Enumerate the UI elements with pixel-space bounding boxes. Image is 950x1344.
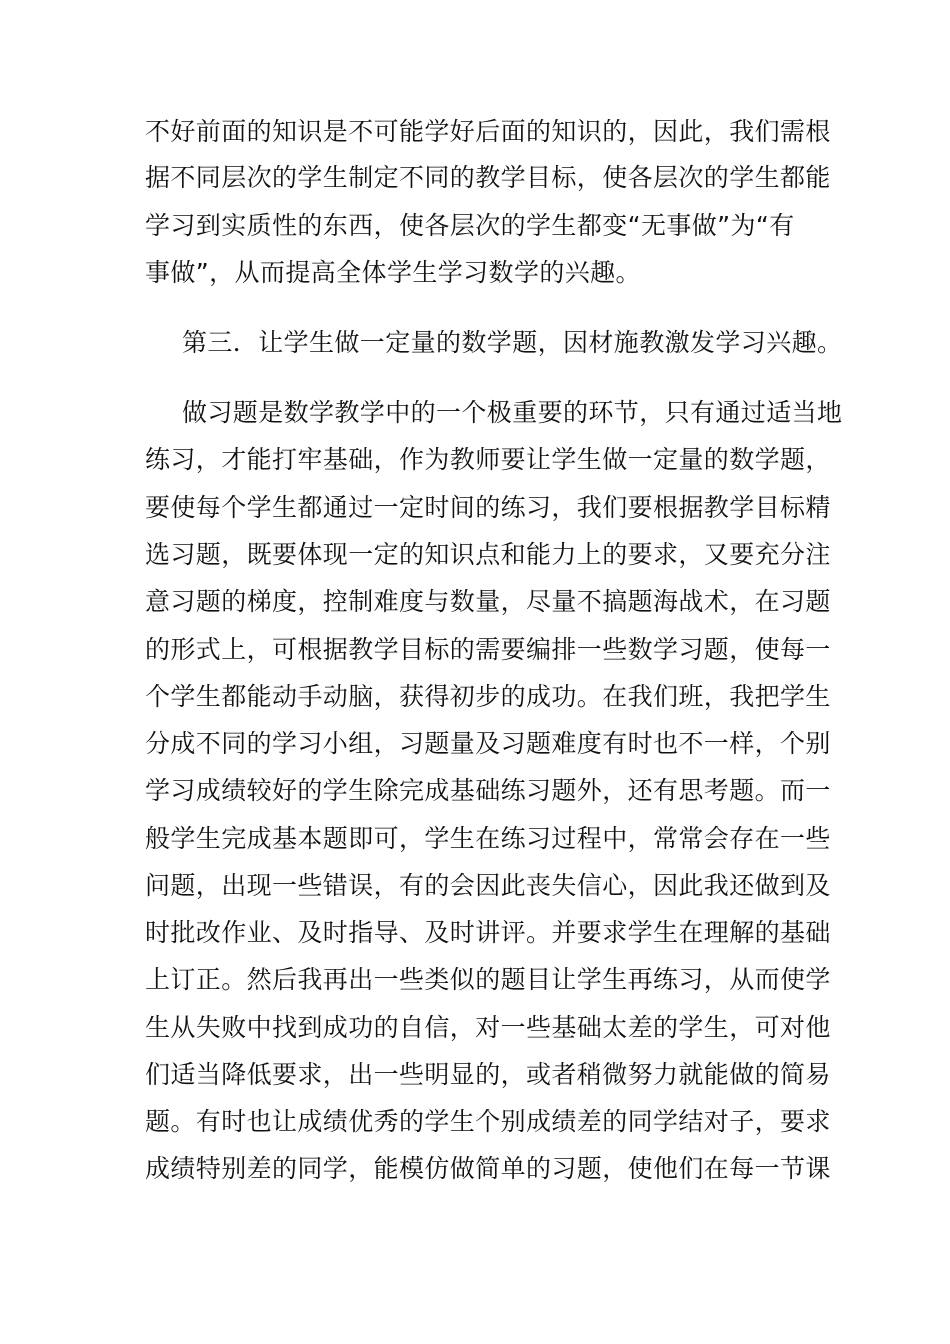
paragraph-1-line-3: 学习到实质性的东西，使各层次的学生都变“无事做”为“有 (145, 211, 795, 240)
paragraph-2-line-15: 们适当降低要求，出一些明显的，或者稍微努力就能做的简易 (145, 1060, 831, 1089)
paragraph-2-line-7: 个学生都能动手动脑，获得初步的成功。在我们班，我把学生 (145, 682, 831, 711)
paragraph-2-line-3: 要使每个学生都通过一定时间的练习，我们要根据教学目标精 (145, 493, 831, 522)
paragraph-2-line-17: 成绩特别差的同学，能模仿做简单的习题，使他们在每一节课 (145, 1154, 831, 1183)
paragraph-1-line-2: 据不同层次的学生制定不同的教学目标，使各层次的学生都能 (145, 163, 831, 192)
paragraph-2-line-13: 上订正。然后我再出一些类似的题目让学生再练习，从而使学 (145, 965, 831, 994)
section-heading: 第三．让学生做一定量的数学题，因材施教激发学习兴趣。 (182, 328, 843, 357)
paragraph-2-line-5: 意习题的梯度，控制难度与数量，尽量不搞题海战术，在习题 (145, 587, 831, 616)
paragraph-2-line-2: 练习，才能打牢基础，作为教师要让学生做一定量的数学题， (145, 445, 831, 474)
paragraph-2-line-12: 时批改作业、及时指导、及时讲评。并要求学生在理解的基础 (145, 918, 831, 947)
paragraph-1-line-1: 不好前面的知识是不可能学好后面的知识的，因此，我们需根 (145, 117, 831, 146)
paragraph-2-line-9: 学习成绩较好的学生除完成基础练习题外，还有思考题。而一 (145, 776, 831, 805)
paragraph-1-line-4: 事做”，从而提高全体学生学习数学的兴趣。 (145, 258, 641, 287)
paragraph-2-line-10: 般学生完成基本题即可，学生在练习过程中，常常会存在一些 (145, 824, 831, 853)
paragraph-2-line-14: 生从失败中找到成功的自信，对一些基础太差的学生，可对他 (145, 1013, 831, 1042)
paragraph-2-line-8: 分成不同的学习小组，习题量及习题难度有时也不一样，个别 (145, 729, 831, 758)
paragraph-2-line-11: 问题，出现一些错误，有的会因此丧失信心，因此我还做到及 (145, 871, 831, 900)
paragraph-2-line-16: 题。有时也让成绩优秀的学生个别成绩差的同学结对子，要求 (145, 1107, 831, 1136)
paragraph-2-line-4: 选习题，既要体现一定的知识点和能力上的要求，又要充分注 (145, 540, 831, 569)
paragraph-2-line-6: 的形式上，可根据教学目标的需要编排一些数学习题，使每一 (145, 635, 831, 664)
paragraph-2-line-1: 做习题是数学教学中的一个极重要的环节，只有通过适当地 (182, 398, 843, 427)
